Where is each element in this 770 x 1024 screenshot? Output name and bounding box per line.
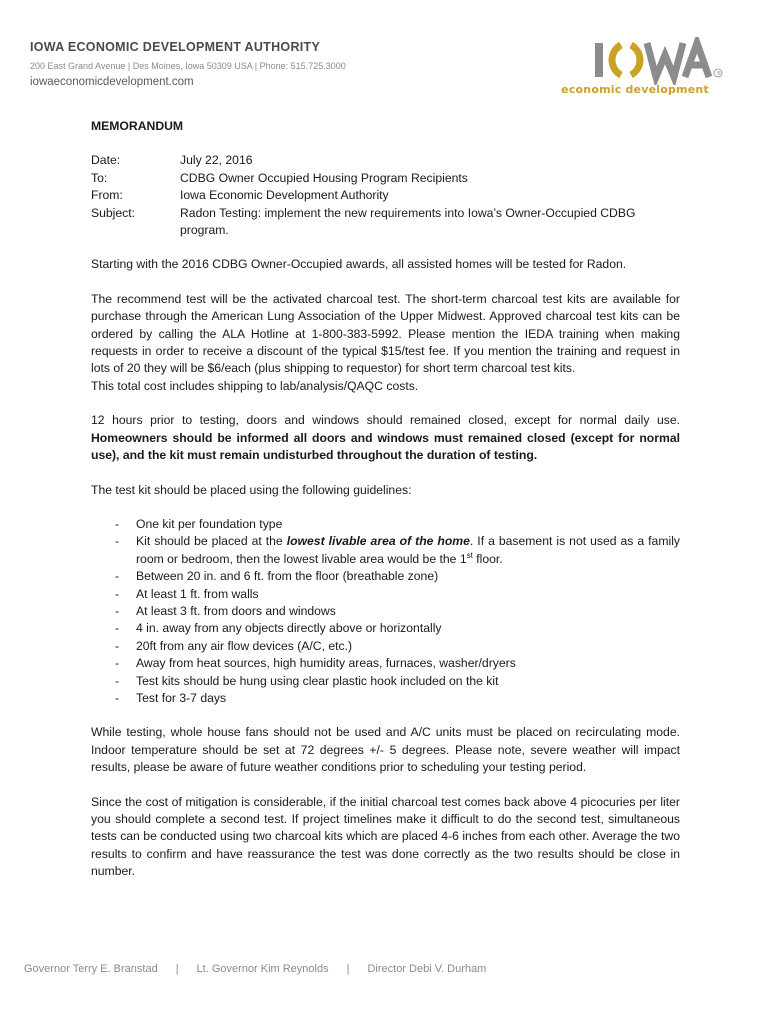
list-dash: - (115, 690, 120, 705)
logo-tagline: economic development (561, 83, 709, 96)
list-item (91, 586, 680, 603)
footer-lt-governor: Lt. Governor Kim Reynolds (196, 963, 329, 975)
list-item-text: 4 in. away from any objects directly above or horizontally (136, 621, 442, 636)
doors-windows-bold-text: Homeowners should be informed all doors and windows must remained closed (except for normal use), and the kit must remain undisturbed throughout the duration of testing. (91, 430, 680, 463)
list-item (91, 673, 680, 690)
list-item-text: Test kits should be hung using clear plastic hook included on the kit (136, 673, 499, 688)
doors-windows-text: 12 hours prior to testing, doors and windows should remained closed, except for normal daily use. (91, 413, 680, 428)
paragraph-test-kits (91, 291, 680, 395)
list-item (91, 568, 680, 585)
memo-body (91, 118, 680, 881)
list-item-text: 20ft from any air flow devices (A/C, etc.) (136, 638, 353, 653)
subject-label: Subject: (91, 205, 136, 220)
item2-post: floor. (472, 551, 503, 566)
memo-subject-row (91, 205, 680, 240)
list-item (91, 690, 680, 707)
list-item (91, 638, 680, 655)
list-dash: - (115, 621, 120, 636)
footer-separator: | (175, 963, 179, 975)
list-item-text: At least 3 ft. from doors and windows (136, 603, 336, 618)
logo-right-arc (631, 45, 640, 75)
item2-pre: Kit should be placed at the (136, 534, 287, 549)
memo-to-row (91, 170, 680, 187)
guidelines-list (91, 516, 680, 707)
footer-governor: Governor Terry E. Branstad (24, 963, 158, 975)
list-item-text (136, 533, 680, 568)
list-item (91, 655, 680, 672)
iowa-logo (555, 37, 755, 97)
to-label: To: (91, 170, 108, 185)
paragraph-mitigation: Since the cost of mitigation is considerable, if the initial charcoal test comes back above 4 picocuries per liter you should complete a second test. If project timelines make it difficult to do the second test, simultaneous tests can be conducted using two charcoal kits which are placed 4-6 inches from each other. Average the two results to confirm and have reassurance the test was done correctly as the two results should be close in number. (91, 794, 680, 879)
memo-from-row (91, 187, 680, 204)
paragraph-guidelines-intro: The test kit should be placed using the following guidelines: (91, 482, 412, 497)
memo-header-fields (91, 152, 680, 239)
iowa-logo-mark (555, 37, 755, 85)
organization-name: IOWA ECONOMIC DEVELOPMENT AUTHORITY (30, 40, 321, 54)
paragraph-cost-note: This total cost includes shipping to lab/analysis/QAQC costs. (91, 378, 419, 393)
list-item (91, 603, 680, 620)
list-dash: - (115, 638, 120, 653)
logo-letter-w (647, 43, 683, 77)
logo-letter-i (595, 43, 603, 77)
paragraph-doors-windows (91, 412, 680, 464)
from-label: From: (91, 188, 123, 203)
list-dash: - (115, 656, 120, 671)
list-item-text: One kit per foundation type (136, 516, 283, 531)
list-item-text: At least 1 ft. from walls (136, 586, 259, 601)
list-dash: - (115, 586, 120, 601)
logo-left-arc (612, 45, 621, 75)
item2-superscript: st (466, 550, 473, 560)
item2-emphasis: lowest livable area of the home (286, 534, 470, 549)
list-dash: - (115, 534, 120, 549)
list-item (91, 516, 680, 533)
list-item (91, 533, 680, 568)
from-value: Iowa Economic Development Authority (180, 188, 389, 203)
list-dash: - (115, 673, 120, 688)
memo-title: MEMORANDUM (91, 119, 184, 133)
list-dash: - (115, 569, 120, 584)
list-item-text: Away from heat sources, high humidity areas, furnaces, washer/dryers (136, 656, 516, 671)
date-value: July 22, 2016 (180, 153, 253, 168)
organization-address: 200 East Grand Avenue | Des Moines, Iowa 50309 USA | Phone: 515.725.3000 (30, 61, 346, 71)
list-item-text: Between 20 in. and 6 ft. from the floor (breathable zone) (136, 569, 439, 584)
list-item (91, 620, 680, 637)
memo-date-row (91, 152, 680, 169)
letterhead (30, 40, 346, 88)
footer-director: Director Debi V. Durham (367, 963, 487, 975)
registered-mark: ® (716, 71, 722, 77)
paragraph-test-kits-text: The recommend test will be the activated charcoal test. The short-term charcoal test kits are available for purchase through the American Lung Association of the Upper Midwest. Approved charcoal test kits can be ordered by calling the ALA Hotline at 1-800-383-5992. Please mention the IEDA training when making requests in order to receive a discount of the typical $15/test fee. If you mention the training and request in lots of 20 they will be $6/each (plus shipping to requestor) for short term charcoal test kits. (91, 291, 680, 376)
paragraph-intro: Starting with the 2016 CDBG Owner-Occupied awards, all assisted homes will be tested for Radon. (91, 257, 627, 272)
organization-website: iowaeconomicdevelopment.com (30, 76, 194, 88)
to-value: CDBG Owner Occupied Housing Program Recipients (180, 170, 468, 185)
logo-letter-a (685, 43, 709, 77)
list-dash: - (115, 516, 120, 531)
list-item-text: Test for 3-7 days (136, 690, 227, 705)
footer-officials (24, 963, 486, 975)
paragraph-testing-conditions: While testing, whole house fans should not be used and A/C units must be placed on recirculating mode. Indoor temperature should be set at 72 degrees +/- 5 degrees. Please note, severe weather will impact results, please be aware of future weather conditions prior to scheduling your testing period. (91, 725, 680, 775)
subject-value: Radon Testing: implement the new requirements into Iowa’s Owner-Occupied CDBG program. (180, 205, 636, 238)
date-label: Date: (91, 153, 121, 168)
list-dash: - (115, 603, 120, 618)
item2-mid: . If a basement is not used as a family room or bedroom, then the lowest livable area would be the 1 (136, 534, 680, 566)
footer-separator: | (346, 963, 350, 975)
